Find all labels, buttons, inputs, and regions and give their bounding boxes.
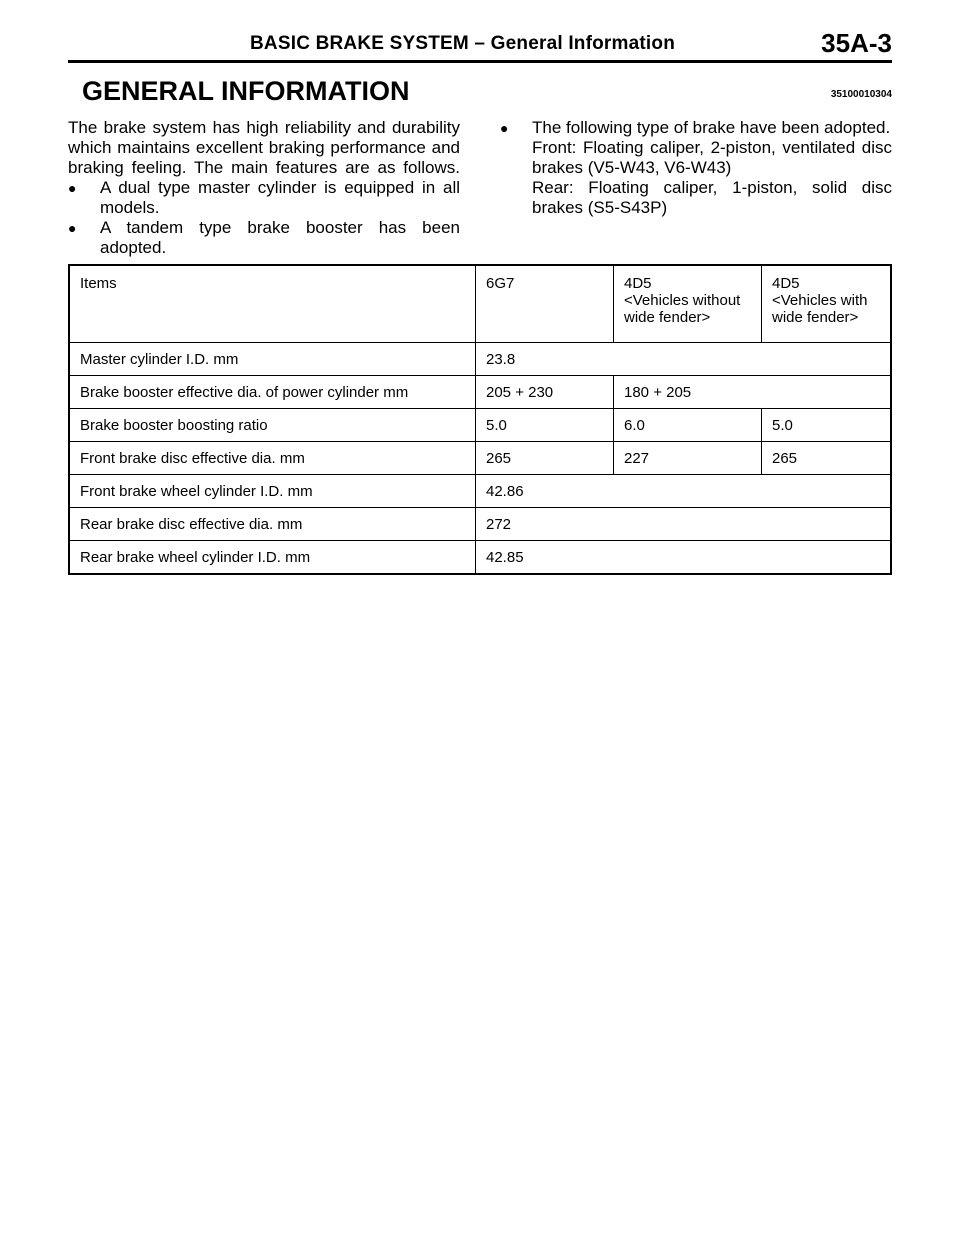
value-cell: 265 <box>762 442 892 475</box>
bullet-item <box>500 118 892 218</box>
header-rule <box>68 60 892 63</box>
value-cell: 265 <box>476 442 614 475</box>
bullet-line: models. <box>100 198 160 217</box>
bullet-line: brakes (V5-W43, V6-W43) <box>532 158 732 177</box>
value-cell: 5.0 <box>762 409 892 442</box>
value-cell: 5.0 <box>476 409 614 442</box>
intro-line: which maintains excellent braking performance and <box>68 138 460 157</box>
header-title: BASIC BRAKE SYSTEM – General Information <box>250 33 676 54</box>
intro-line: braking feeling. The main features are as follows. <box>68 158 460 177</box>
table-header-row <box>69 265 891 343</box>
item-cell: Rear brake disc effective dia. mm <box>69 508 476 541</box>
item-cell: Front brake wheel cylinder I.D. mm <box>69 475 476 508</box>
page-number: 35A-3 <box>821 28 892 58</box>
value-cell: 205 + 230 <box>476 376 614 409</box>
right-column <box>500 118 892 218</box>
value-cell: 227 <box>614 442 762 475</box>
bullet-line: Rear: Floating caliper, 1-piston, solid disc <box>532 178 892 197</box>
bullet-line: brakes (S5-S43P) <box>532 198 668 217</box>
specifications-table <box>68 264 892 575</box>
bullet-icon: ● <box>68 220 77 236</box>
section-title: GENERAL INFORMATION <box>82 76 410 106</box>
item-cell: Rear brake wheel cylinder I.D. mm <box>69 541 476 575</box>
bullet-line: The following type of brake have been adopted. <box>532 118 891 137</box>
bullet-line: Front: Floating caliper, 2-piston, ventilated disc <box>532 138 892 157</box>
item-cell: Master cylinder I.D. mm <box>69 343 476 376</box>
bullet-line: adopted. <box>100 238 167 257</box>
table-row <box>69 541 891 575</box>
item-cell: Front brake disc effective dia. mm <box>69 442 476 475</box>
left-column <box>68 118 460 258</box>
value-cell: 6.0 <box>614 409 762 442</box>
bullet-item <box>68 218 460 258</box>
item-cell: Brake booster effective dia. of power cylinder mm <box>69 376 476 409</box>
table-row <box>69 376 891 409</box>
value-cell: 23.8 <box>476 343 892 376</box>
bullet-item <box>68 178 460 218</box>
header-cell-4d5-with-wide-fender: 4D5 <Vehicles with wide fender> <box>762 265 892 343</box>
document-id: 35100010304 <box>830 89 892 100</box>
bullet-icon: ● <box>500 120 509 136</box>
bullet-icon: ● <box>68 180 77 196</box>
table-row <box>69 343 891 376</box>
table-row <box>69 508 891 541</box>
value-cell: 180 + 205 <box>614 376 892 409</box>
value-cell: 42.85 <box>476 541 892 575</box>
header-cell-6g7: 6G7 <box>476 265 614 343</box>
table-row <box>69 409 891 442</box>
table-row <box>69 475 891 508</box>
bullet-line: A dual type master cylinder is equipped in all <box>100 178 460 197</box>
table-row <box>69 442 891 475</box>
intro-line: The brake system has high reliability and durability <box>68 118 460 137</box>
value-cell: 272 <box>476 508 892 541</box>
header-cell-4d5-without-wide-fender: 4D5 <Vehicles without wide fender> <box>614 265 762 343</box>
intro-paragraph <box>68 118 460 178</box>
item-cell: Brake booster boosting ratio <box>69 409 476 442</box>
value-cell: 42.86 <box>476 475 892 508</box>
header-cell-items: Items <box>69 265 476 343</box>
bullet-line: A tandem type brake booster has been <box>100 218 460 237</box>
